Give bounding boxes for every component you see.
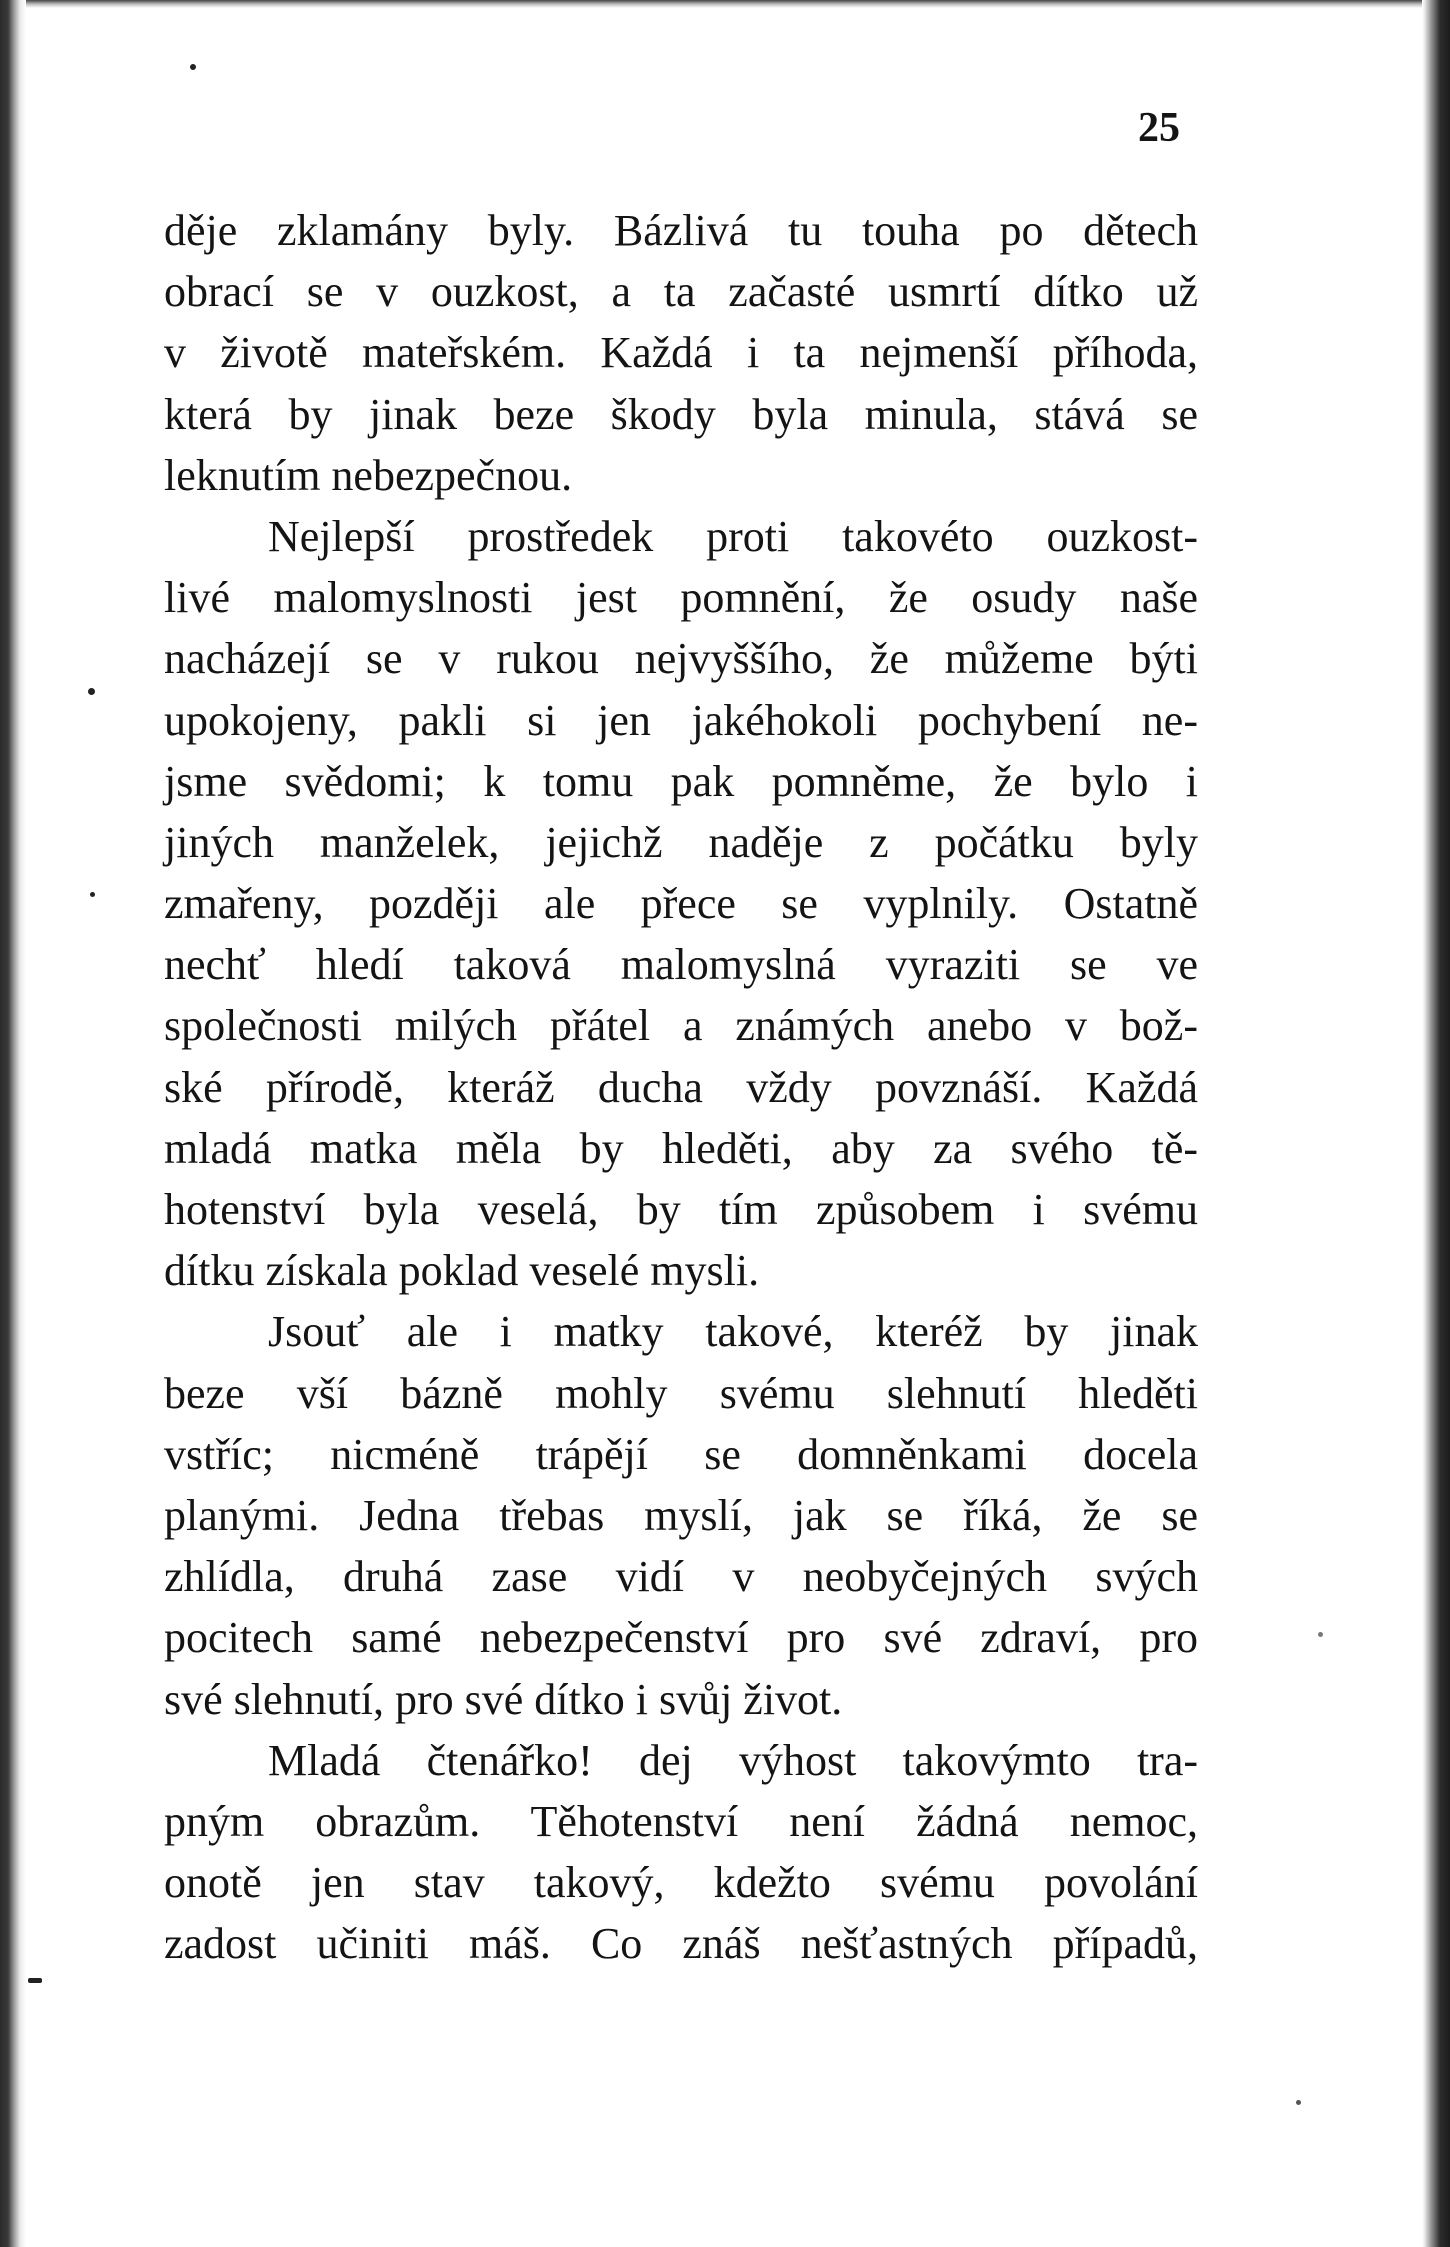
page-number: 25 bbox=[1138, 105, 1180, 151]
text-line: své slehnutí, pro své dítko i svůj život. bbox=[164, 1674, 843, 1724]
text-line: obrací se v ouzkost, a ta začasté usmrtí dítko už bbox=[164, 267, 1198, 317]
scan-speck bbox=[1296, 2100, 1301, 2105]
text-line: zadost učiniti máš. Co znáš nešťastných případů, bbox=[164, 1919, 1198, 1969]
text-line: dítku získala poklad veselé mysli. bbox=[164, 1246, 760, 1296]
text-line: zhlídla, druhá zase vidí v neobyčejných svých bbox=[164, 1552, 1198, 1602]
text-line: pným obrazům. Těhotenství není žádná nemoc, bbox=[164, 1796, 1198, 1846]
text-line: nechť hledí taková malomyslná vyraziti se ve bbox=[164, 940, 1198, 990]
text-line: livé malomyslnosti jest pomnění, že osudy naše bbox=[164, 573, 1198, 623]
text-line: ské přírodě, kteráž ducha vždy povznáší. Každá bbox=[164, 1062, 1198, 1112]
text-line: hotenství byla veselá, by tím způsobem i svému bbox=[164, 1185, 1198, 1234]
text-line: děje zklamány byly. Bázlivá tu touha po dětech bbox=[164, 206, 1198, 255]
page-top-edge bbox=[0, 0, 1450, 8]
text-line: vstříc; nicméně trápějí se domněnkami docela bbox=[164, 1429, 1198, 1479]
body-text bbox=[164, 200, 1198, 1974]
text-line: mladá matka měla by hleděti, aby za svého tě- bbox=[164, 1123, 1198, 1173]
scan-speck bbox=[90, 892, 95, 897]
text-line: upokojeny, pakli si jen jakéhokoli pochybení ne- bbox=[164, 695, 1198, 745]
page-left-edge bbox=[0, 0, 26, 2247]
text-line: leknutím nebezpečnou. bbox=[164, 450, 573, 500]
text-line: jsme svědomi; k tomu pak pomněme, že bylo i bbox=[164, 756, 1198, 806]
text-line: v životě mateřském. Každá i ta nejmenší příhoda, bbox=[164, 328, 1198, 378]
scan-speck bbox=[190, 64, 196, 70]
text-line: onotě jen stav takový, kdežto svému povolání bbox=[164, 1858, 1198, 1908]
text-line: jiných manželek, jejichž naděje z počátku byly bbox=[164, 817, 1198, 867]
scan-speck bbox=[1318, 1632, 1323, 1637]
text-line: která by jinak beze škody byla minula, stává se bbox=[164, 389, 1198, 439]
scan-speck bbox=[28, 1978, 42, 1983]
paragraph-first-line: Mladá čtenářko! dej výhost takovýmto tra- bbox=[268, 1735, 1198, 1785]
paragraph-first-line: Jsouť ale i matky takové, kteréž by jinak bbox=[268, 1307, 1198, 1357]
text-line: beze vší bázně mohly svému slehnutí hleděti bbox=[164, 1368, 1198, 1418]
text-line: nacházejí se v rukou nejvyššího, že můžeme býti bbox=[164, 634, 1198, 684]
paragraph-first-line: Nejlepší prostředek proti takovéto ouzkost- bbox=[268, 511, 1198, 561]
text-line: pocitech samé nebezpečenství pro své zdraví, pro bbox=[164, 1613, 1198, 1663]
text-line: zmařeny, později ale přece se vyplnily. Ostatně bbox=[164, 879, 1198, 929]
page-right-edge bbox=[1422, 0, 1450, 2247]
text-line: planými. Jedna třebas myslí, jak se říká, že se bbox=[164, 1490, 1198, 1540]
text-line: společnosti milých přátel a známých anebo v bož- bbox=[164, 1001, 1198, 1051]
scan-speck bbox=[88, 688, 95, 695]
